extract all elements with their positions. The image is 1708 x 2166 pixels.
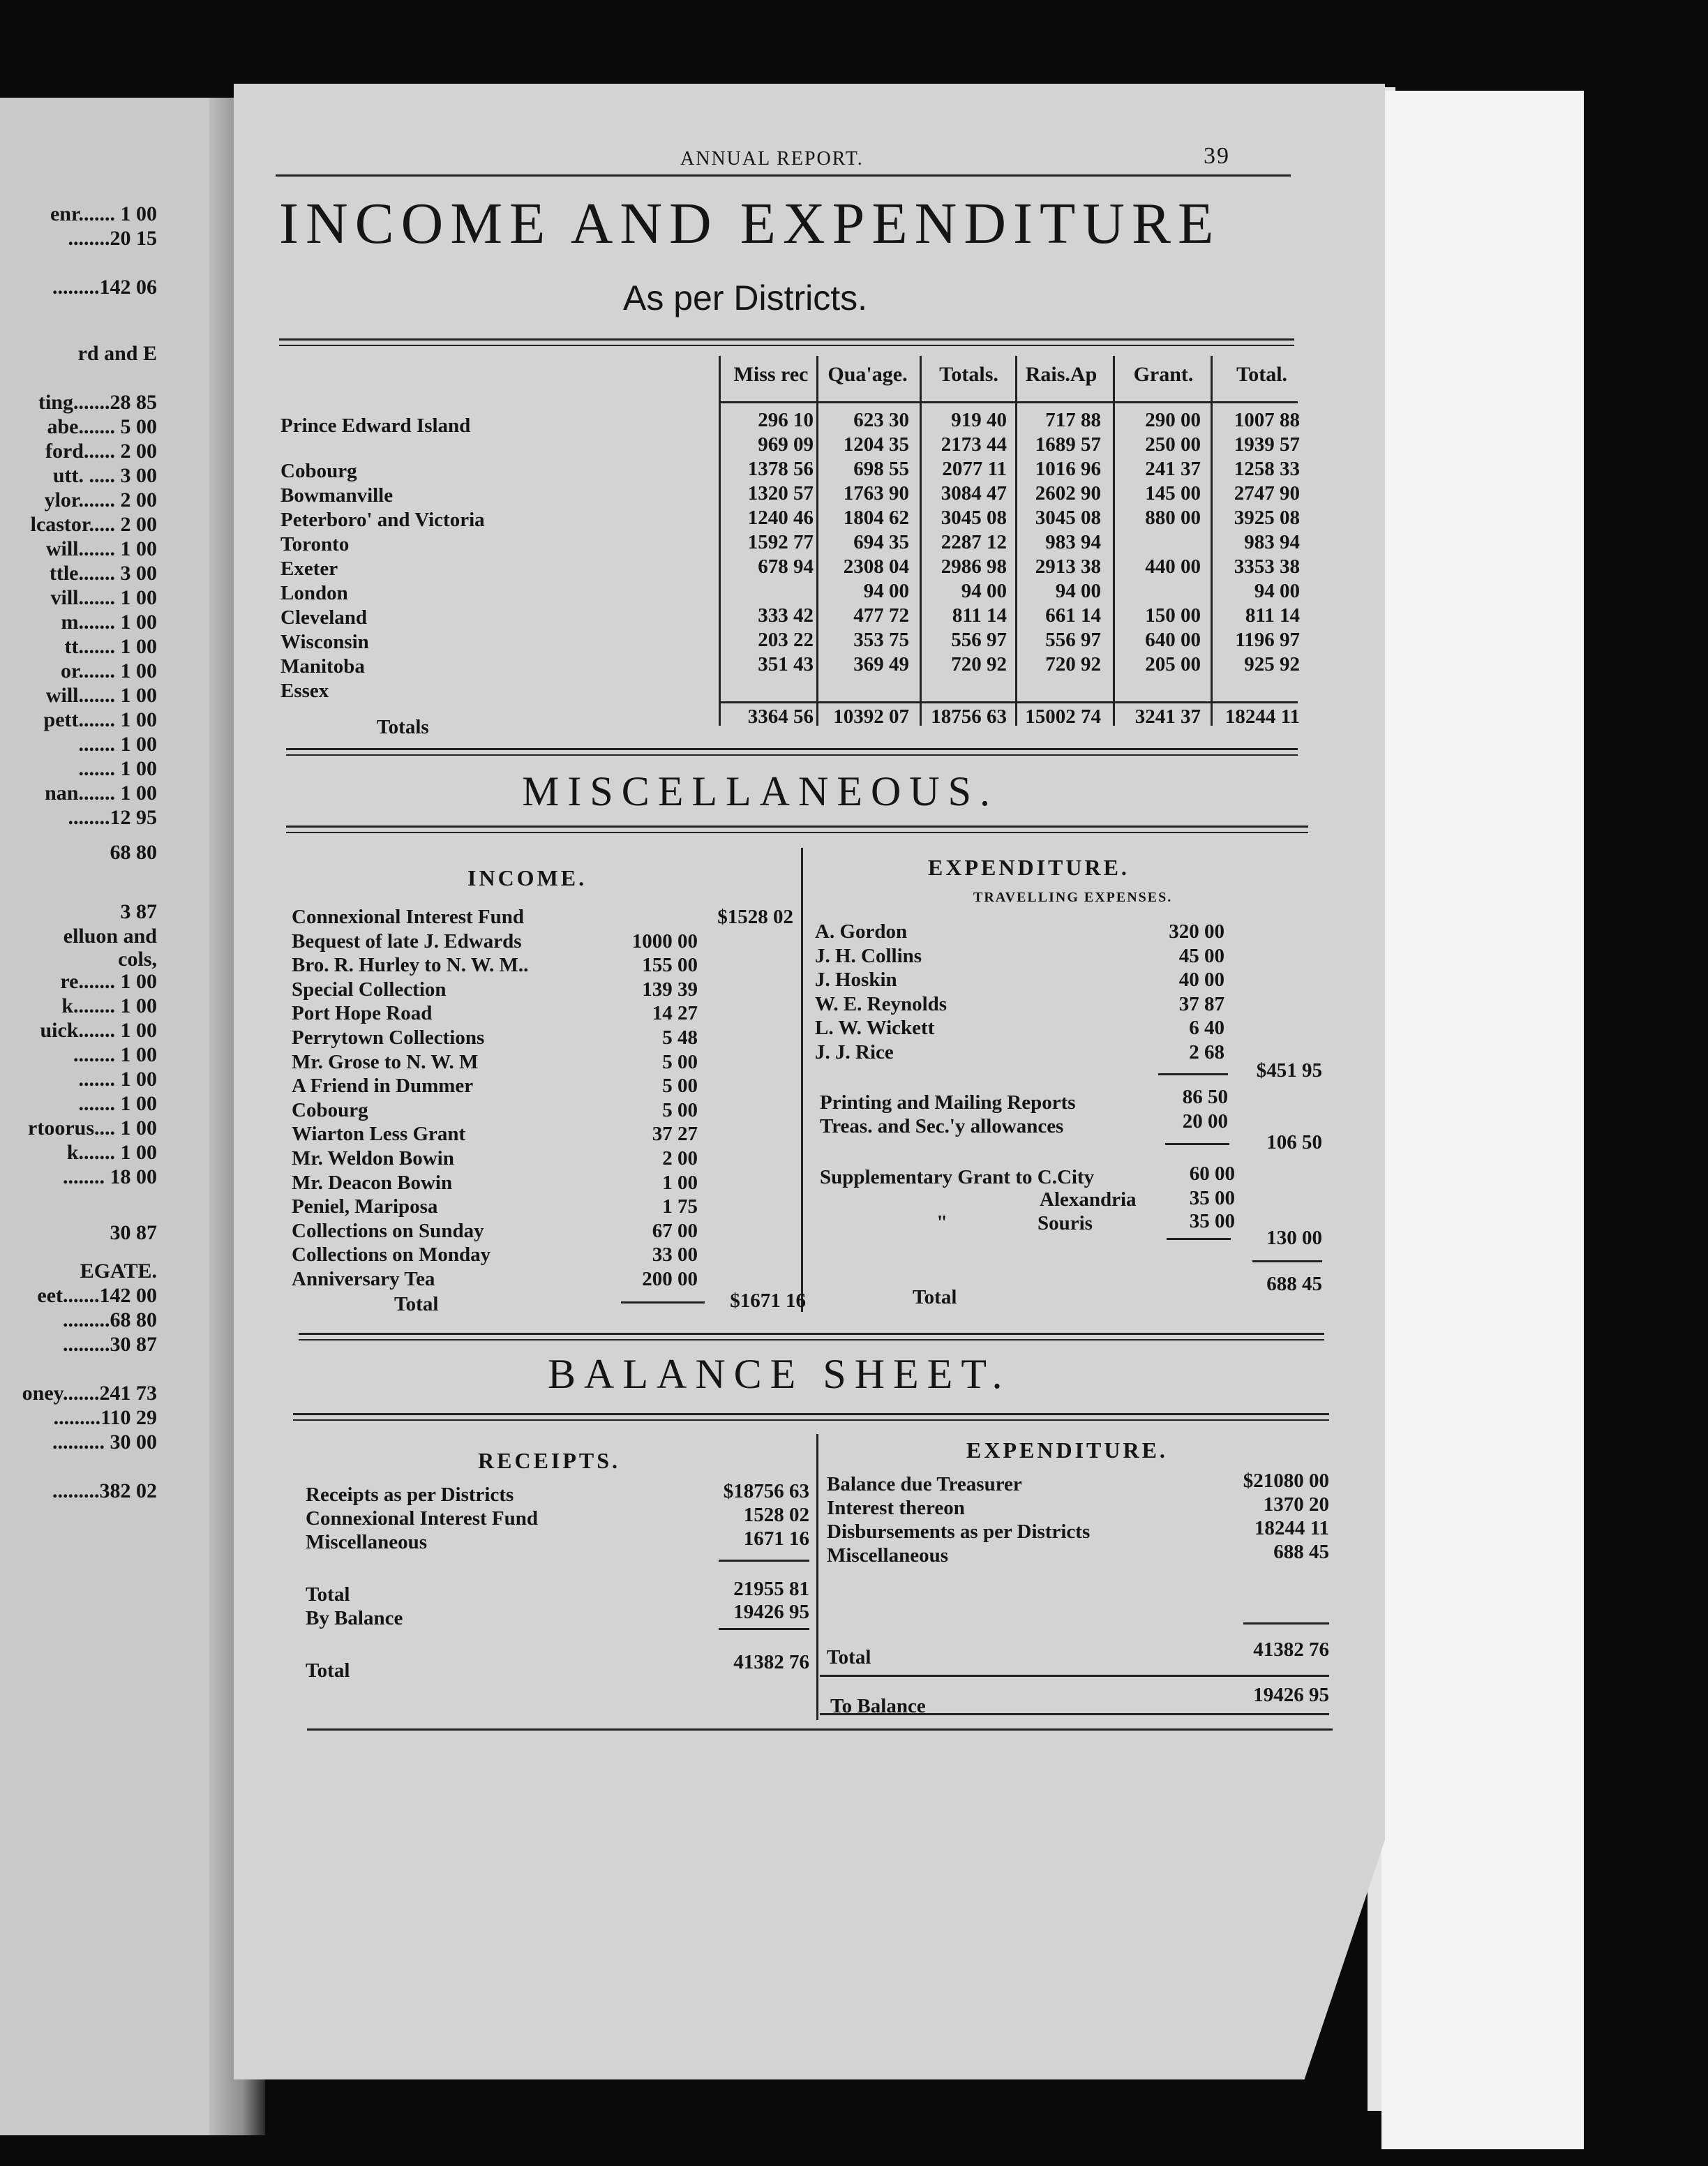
district-leader bbox=[530, 532, 708, 556]
district-cell: 353 75 bbox=[853, 629, 909, 651]
income-item-label: Mr. Deacon Bowin bbox=[292, 1172, 453, 1194]
misc-expenditure-heading: EXPENDITURE. bbox=[928, 855, 1130, 880]
treas-value: 20 00 bbox=[1182, 1110, 1228, 1133]
receipt-total-label: Total bbox=[306, 1659, 350, 1682]
district-cell: 369 49 bbox=[853, 653, 909, 675]
district-cell: 150 00 bbox=[1145, 604, 1201, 627]
travel-item-value: 6 40 bbox=[1189, 1017, 1224, 1039]
district-name: Toronto bbox=[280, 533, 350, 555]
receipt-total-value: 41382 76 bbox=[733, 1651, 809, 1673]
income-item-value: $1528 02 bbox=[717, 906, 793, 928]
page-end-rule bbox=[307, 1728, 1333, 1731]
receipt-subtotal-value: 21955 81 bbox=[733, 1578, 809, 1600]
income-item-value: 1 00 bbox=[662, 1172, 698, 1194]
income-item-value: 5 00 bbox=[662, 1075, 698, 1097]
income-item-label: Collections on Monday bbox=[292, 1243, 491, 1266]
treas-label: Treas. and Sec.'y allowances bbox=[820, 1115, 1064, 1137]
balance-receipts-heading: RECEIPTS. bbox=[478, 1448, 621, 1473]
district-cell: 3084 47 bbox=[941, 482, 1007, 505]
previous-page-line: rtoorus.... 1 00 bbox=[28, 1116, 157, 1140]
district-cell: 2287 12 bbox=[941, 531, 1007, 553]
district-cell bbox=[720, 579, 814, 603]
balance-expenditure-heading: EXPENDITURE. bbox=[966, 1437, 1168, 1463]
income-total-rule bbox=[621, 1301, 705, 1304]
district-cell: 3045 08 bbox=[941, 507, 1007, 529]
income-item-label: Special Collection bbox=[292, 978, 447, 1001]
travel-item-value: 2 68 bbox=[1189, 1041, 1224, 1063]
district-cell: 556 97 bbox=[1045, 629, 1101, 651]
district-cell: 678 94 bbox=[758, 555, 814, 578]
receipt-subtotal-rule bbox=[719, 1560, 809, 1562]
previous-page-line: uick....... 1 00 bbox=[40, 1019, 157, 1042]
supp-value: 60 00 bbox=[1189, 1163, 1235, 1185]
income-item-value: 5 00 bbox=[662, 1099, 698, 1121]
district-name: Prince Edward Island bbox=[280, 414, 471, 437]
page-number: 39 bbox=[1204, 143, 1230, 169]
district-cell: 296 10 bbox=[758, 409, 814, 431]
balance-divider bbox=[816, 1434, 818, 1720]
previous-page-line: .......... 30 00 bbox=[52, 1431, 157, 1454]
district-name: Essex bbox=[280, 680, 329, 702]
district-cell: 1258 33 bbox=[1234, 458, 1300, 480]
previous-page-line: cols, bbox=[118, 948, 157, 971]
district-name: Exeter bbox=[280, 558, 338, 580]
district-name: Wisconsin bbox=[280, 631, 369, 653]
district-leader bbox=[530, 484, 708, 507]
district-cell: 811 14 bbox=[1245, 604, 1300, 627]
district-leader bbox=[530, 557, 708, 581]
income-item-value: 14 27 bbox=[652, 1002, 698, 1024]
district-cell: 1196 97 bbox=[1235, 629, 1300, 651]
district-cell: 94 00 bbox=[961, 580, 1007, 602]
district-cell: 250 00 bbox=[1145, 433, 1201, 456]
supp-total: 130 00 bbox=[1266, 1227, 1322, 1249]
previous-page-line: ....... 1 00 bbox=[78, 757, 157, 780]
districts-total-cell: 3364 56 bbox=[747, 705, 814, 728]
district-leader bbox=[530, 655, 708, 678]
district-cell: 2308 04 bbox=[843, 555, 909, 578]
previous-page-line: tt....... 1 00 bbox=[64, 635, 157, 658]
district-cell: 1689 57 bbox=[1035, 433, 1101, 456]
income-item-value: 67 00 bbox=[652, 1220, 698, 1242]
previous-page-line: k....... 1 00 bbox=[66, 1141, 157, 1164]
running-title: ANNUAL REPORT. bbox=[680, 148, 864, 170]
income-item-label: Perrytown Collections bbox=[292, 1026, 485, 1049]
previous-page-line: .........110 29 bbox=[53, 1406, 157, 1429]
income-item-value: 1 75 bbox=[662, 1195, 698, 1218]
receipt-label: Miscellaneous bbox=[306, 1531, 427, 1553]
income-item-label: Bro. R. Hurley to N. W. M.. bbox=[292, 954, 529, 976]
income-item-value: 200 00 bbox=[642, 1268, 698, 1290]
district-cell: 1763 90 bbox=[843, 482, 909, 505]
previous-page-line: .........30 87 bbox=[63, 1333, 157, 1356]
income-item-value: 33 00 bbox=[652, 1243, 698, 1266]
column-header: Total. bbox=[1236, 363, 1288, 386]
previous-page-line: 3 87 bbox=[120, 900, 157, 923]
souris-value: 35 00 bbox=[1189, 1210, 1235, 1232]
district-leader bbox=[530, 414, 708, 438]
income-item-label: Wiarton Less Grant bbox=[292, 1123, 466, 1145]
previous-page-line: m....... 1 00 bbox=[61, 611, 157, 634]
district-cell: 203 22 bbox=[758, 629, 814, 651]
income-item-label: Anniversary Tea bbox=[292, 1268, 435, 1290]
expenditure-value: 18244 11 bbox=[1254, 1517, 1329, 1539]
receipt-value: 1671 16 bbox=[743, 1528, 809, 1550]
to-balance-label: To Balance bbox=[830, 1695, 926, 1717]
district-cell: 640 00 bbox=[1145, 629, 1201, 651]
previous-page-line: pett....... 1 00 bbox=[43, 708, 157, 731]
previous-page-line: ting.......28 85 bbox=[38, 391, 157, 414]
district-leader bbox=[530, 581, 708, 605]
district-cell: 351 43 bbox=[758, 653, 814, 675]
previous-page-line: ford...... 2 00 bbox=[45, 440, 157, 463]
travel-rule bbox=[1158, 1073, 1228, 1075]
previous-page-line: nan....... 1 00 bbox=[45, 782, 157, 805]
column-separator bbox=[1113, 356, 1115, 726]
district-cell: 811 14 bbox=[952, 604, 1007, 627]
travel-item-label: J. H. Collins bbox=[815, 945, 922, 967]
income-item-value: 5 00 bbox=[662, 1051, 698, 1073]
district-cell: 661 14 bbox=[1045, 604, 1101, 627]
receipt-value: $18756 63 bbox=[723, 1480, 809, 1502]
receipt-total-rule bbox=[719, 1628, 809, 1630]
printing-label: Printing and Mailing Reports bbox=[820, 1091, 1076, 1114]
previous-page-line: 68 80 bbox=[110, 841, 157, 864]
previous-page-text bbox=[0, 202, 160, 1947]
district-cell: 969 09 bbox=[758, 433, 814, 456]
receipt-label: Receipts as per Districts bbox=[306, 1484, 514, 1506]
district-leader bbox=[530, 508, 708, 532]
district-cell: 983 94 bbox=[1244, 531, 1300, 553]
column-header: Qua'age. bbox=[827, 363, 908, 386]
previous-page-line: ....... 1 00 bbox=[78, 1092, 157, 1115]
district-cell: 3353 38 bbox=[1234, 555, 1300, 578]
district-cell: 1204 35 bbox=[843, 433, 909, 456]
districts-totals-label: Totals bbox=[377, 716, 429, 738]
districts-bottom-rule bbox=[286, 748, 1298, 756]
district-cell: 983 94 bbox=[1045, 531, 1101, 553]
district-name: Manitoba bbox=[280, 655, 365, 678]
district-cell: 2173 44 bbox=[941, 433, 1007, 456]
previous-page-line: k........ 1 00 bbox=[61, 994, 157, 1017]
travelling-heading: TRAVELLING EXPENSES. bbox=[973, 890, 1173, 905]
districts-total-cell: 18244 11 bbox=[1224, 705, 1300, 728]
balance-top-rule bbox=[293, 1413, 1329, 1421]
printing-value: 86 50 bbox=[1182, 1086, 1228, 1108]
column-separator bbox=[1211, 356, 1213, 726]
districts-total-cell: 18756 63 bbox=[931, 705, 1007, 728]
previous-page-line: or....... 1 00 bbox=[60, 659, 157, 682]
to-balance-value: 19426 95 bbox=[1253, 1684, 1329, 1706]
printing-total: 106 50 bbox=[1266, 1131, 1322, 1153]
districts-total-cell: 15002 74 bbox=[1025, 705, 1101, 728]
income-item-label: A Friend in Dummer bbox=[292, 1075, 474, 1097]
previous-page-line: ....... 1 00 bbox=[78, 1068, 157, 1091]
districts-subtitle: As per Districts. bbox=[623, 278, 868, 318]
previous-page-line: enr....... 1 00 bbox=[50, 202, 157, 225]
previous-page-line: will....... 1 00 bbox=[45, 684, 157, 707]
balance-exp-total-value: 41382 76 bbox=[1253, 1638, 1329, 1661]
district-leader bbox=[530, 630, 708, 654]
previous-page-line: .........382 02 bbox=[52, 1479, 157, 1502]
district-cell: 290 00 bbox=[1145, 409, 1201, 431]
district-cell: 1320 57 bbox=[747, 482, 814, 505]
district-cell bbox=[1118, 530, 1201, 554]
district-cell: 94 00 bbox=[1055, 580, 1101, 602]
income-item-label: Connexional Interest Fund bbox=[292, 906, 525, 928]
district-cell: 2913 38 bbox=[1035, 555, 1101, 578]
district-cell: 1378 56 bbox=[747, 458, 814, 480]
receipt-value: 1528 02 bbox=[743, 1504, 809, 1526]
district-cell: 3045 08 bbox=[1035, 507, 1101, 529]
misc-income-heading: INCOME. bbox=[467, 865, 587, 890]
district-name: Peterboro' and Victoria bbox=[280, 509, 485, 531]
previous-page-line: elluon and bbox=[63, 925, 157, 948]
ditto-mark: " bbox=[936, 1211, 948, 1234]
district-cell: 698 55 bbox=[853, 458, 909, 480]
income-item-label: Mr. Grose to N. W. M bbox=[292, 1051, 479, 1073]
exp-total-rule-top bbox=[1243, 1622, 1329, 1624]
income-item-value: 5 48 bbox=[662, 1026, 698, 1049]
previous-page-line: ylor....... 2 00 bbox=[44, 488, 157, 511]
alex-value: 35 00 bbox=[1189, 1187, 1235, 1209]
expenditure-label: Miscellaneous bbox=[827, 1544, 948, 1567]
travel-item-value: 37 87 bbox=[1178, 993, 1224, 1015]
expenditure-value: $21080 00 bbox=[1243, 1470, 1329, 1492]
previous-page-line: abe....... 5 00 bbox=[47, 415, 157, 438]
district-cell: 94 00 bbox=[1254, 580, 1300, 602]
previous-page-line: ........ 18 00 bbox=[63, 1165, 157, 1188]
receipt-label: Connexional Interest Fund bbox=[306, 1507, 539, 1530]
district-name: Bowmanville bbox=[280, 484, 394, 507]
income-item-value: 1000 00 bbox=[631, 930, 698, 953]
income-item-label: Peniel, Mariposa bbox=[292, 1195, 438, 1218]
district-cell: 717 88 bbox=[1045, 409, 1101, 431]
previous-page-line: ....... 1 00 bbox=[78, 733, 157, 756]
to-balance-rule bbox=[820, 1713, 1329, 1715]
previous-page-line: utt. ..... 3 00 bbox=[52, 464, 157, 487]
souris-label: Souris bbox=[1037, 1212, 1093, 1234]
district-cell: 2986 98 bbox=[941, 555, 1007, 578]
district-cell: 1240 46 bbox=[747, 507, 814, 529]
district-cell: 1939 57 bbox=[1234, 433, 1300, 456]
district-cell: 2077 11 bbox=[942, 458, 1007, 480]
district-leader bbox=[530, 459, 708, 483]
travel-item-value: 40 00 bbox=[1178, 969, 1224, 991]
district-cell: 94 00 bbox=[863, 580, 909, 602]
income-item-value: 2 00 bbox=[662, 1147, 698, 1170]
district-leader bbox=[530, 606, 708, 629]
district-leader bbox=[530, 679, 708, 703]
travel-item-label: A. Gordon bbox=[815, 920, 908, 943]
travel-item-label: J. J. Rice bbox=[815, 1041, 894, 1063]
income-item-label: Collections on Sunday bbox=[292, 1220, 484, 1242]
income-item-label: Mr. Weldon Bowin bbox=[292, 1147, 454, 1170]
district-cell: 440 00 bbox=[1145, 555, 1201, 578]
misc-top-rule bbox=[286, 826, 1308, 833]
previous-page-line: ........12 95 bbox=[68, 806, 157, 829]
income-item-label: Cobourg bbox=[292, 1099, 368, 1121]
by-balance-label: By Balance bbox=[306, 1607, 403, 1629]
district-cell: 720 92 bbox=[1045, 653, 1101, 675]
balance-exp-total-label: Total bbox=[827, 1646, 871, 1668]
column-header: Miss rec bbox=[733, 363, 809, 386]
district-cell: 205 00 bbox=[1145, 653, 1201, 675]
balance-title: BALANCE SHEET. bbox=[548, 1351, 1011, 1397]
exp-total-value: 688 45 bbox=[1266, 1273, 1322, 1295]
backing-sheet bbox=[1381, 91, 1584, 2149]
district-cell: 477 72 bbox=[853, 604, 909, 627]
expenditure-value: 1370 20 bbox=[1263, 1493, 1329, 1516]
district-name: Cobourg bbox=[280, 460, 357, 482]
supp-rule bbox=[1167, 1238, 1231, 1240]
district-cell: 720 92 bbox=[951, 653, 1007, 675]
column-header: Grant. bbox=[1133, 363, 1194, 386]
previous-page-line: eet.......142 00 bbox=[37, 1284, 157, 1307]
income-item-label: Port Hope Road bbox=[292, 1002, 433, 1024]
previous-page-line: re....... 1 00 bbox=[60, 970, 157, 993]
district-cell: 3925 08 bbox=[1234, 507, 1300, 529]
previous-page-line: will....... 1 00 bbox=[45, 537, 157, 560]
district-cell: 925 92 bbox=[1244, 653, 1300, 675]
previous-page-line: .........142 06 bbox=[52, 276, 157, 299]
expenditure-value: 688 45 bbox=[1273, 1541, 1329, 1563]
previous-page-line: EGATE. bbox=[80, 1260, 157, 1283]
districts-title: INCOME AND EXPENDITURE bbox=[279, 191, 1221, 256]
income-item-value: 139 39 bbox=[642, 978, 698, 1001]
district-name: London bbox=[280, 582, 348, 604]
district-cell: 919 40 bbox=[951, 409, 1007, 431]
by-balance-value: 19426 95 bbox=[733, 1601, 809, 1623]
districts-total-cell: 10392 07 bbox=[833, 705, 909, 728]
district-cell: 1007 88 bbox=[1234, 409, 1300, 431]
income-total-label: Total bbox=[394, 1293, 439, 1315]
district-cell: 2747 90 bbox=[1234, 482, 1300, 505]
previous-page-line: ........20 15 bbox=[68, 227, 157, 250]
travel-item-label: J. Hoskin bbox=[815, 969, 897, 991]
income-total-value: $1671 16 bbox=[730, 1290, 806, 1312]
districts-total-cell: 3241 37 bbox=[1134, 705, 1201, 728]
previous-page-line: rd and E bbox=[77, 342, 157, 365]
previous-page-line: lcastor..... 2 00 bbox=[30, 513, 157, 536]
income-item-value: 155 00 bbox=[642, 954, 698, 976]
alex-label: Alexandria bbox=[1040, 1188, 1137, 1211]
previous-page-line: .........68 80 bbox=[63, 1308, 157, 1331]
income-item-label: Bequest of late J. Edwards bbox=[292, 930, 522, 953]
column-separator bbox=[920, 356, 922, 726]
misc-title: MISCELLANEOUS. bbox=[522, 768, 999, 814]
travel-item-value: 45 00 bbox=[1178, 945, 1224, 967]
expenditure-label: Interest thereon bbox=[827, 1497, 965, 1519]
district-cell: 694 35 bbox=[853, 531, 909, 553]
district-cell: 1016 96 bbox=[1035, 458, 1101, 480]
exp-total-rule-bottom bbox=[820, 1675, 1329, 1677]
district-cell: 1592 77 bbox=[747, 531, 814, 553]
district-cell: 880 00 bbox=[1145, 507, 1201, 529]
district-cell bbox=[1118, 579, 1201, 603]
header-rule bbox=[276, 174, 1291, 177]
district-cell: 333 42 bbox=[758, 604, 814, 627]
supp-label: Supplementary Grant to C.City bbox=[820, 1166, 1095, 1188]
receipt-subtotal-label: Total bbox=[306, 1583, 350, 1606]
district-cell: 623 30 bbox=[853, 409, 909, 431]
travel-item-label: L. W. Wickett bbox=[815, 1017, 935, 1039]
income-item-value: 37 27 bbox=[652, 1123, 698, 1145]
district-cell: 556 97 bbox=[951, 629, 1007, 651]
district-cell: 241 37 bbox=[1145, 458, 1201, 480]
travel-item-label: W. E. Reynolds bbox=[815, 993, 947, 1015]
district-name: Cleveland bbox=[280, 606, 368, 629]
travel-total: $451 95 bbox=[1256, 1059, 1322, 1082]
column-header: Rais.Ap bbox=[1025, 363, 1098, 386]
exp-total-label: Total bbox=[913, 1286, 957, 1308]
misc-bottom-rule bbox=[299, 1333, 1324, 1340]
previous-page-line: oney.......241 73 bbox=[22, 1382, 157, 1405]
column-header: Totals. bbox=[939, 363, 998, 386]
exp-total-rule bbox=[1252, 1260, 1322, 1262]
district-cell: 2602 90 bbox=[1035, 482, 1101, 505]
district-cell: 145 00 bbox=[1145, 482, 1201, 505]
previous-page-line: ttle....... 3 00 bbox=[49, 562, 157, 585]
previous-page-line: 30 87 bbox=[110, 1221, 157, 1244]
travel-item-value: 320 00 bbox=[1169, 920, 1224, 943]
previous-page-line: vill....... 1 00 bbox=[50, 586, 157, 609]
printing-rule bbox=[1165, 1143, 1229, 1145]
misc-divider bbox=[801, 848, 803, 1312]
expenditure-label: Disbursements as per Districts bbox=[827, 1521, 1091, 1543]
districts-top-rule bbox=[279, 338, 1294, 346]
district-cell: 1804 62 bbox=[843, 507, 909, 529]
expenditure-label: Balance due Treasurer bbox=[827, 1473, 1022, 1495]
previous-page-line: ........ 1 00 bbox=[73, 1043, 157, 1066]
